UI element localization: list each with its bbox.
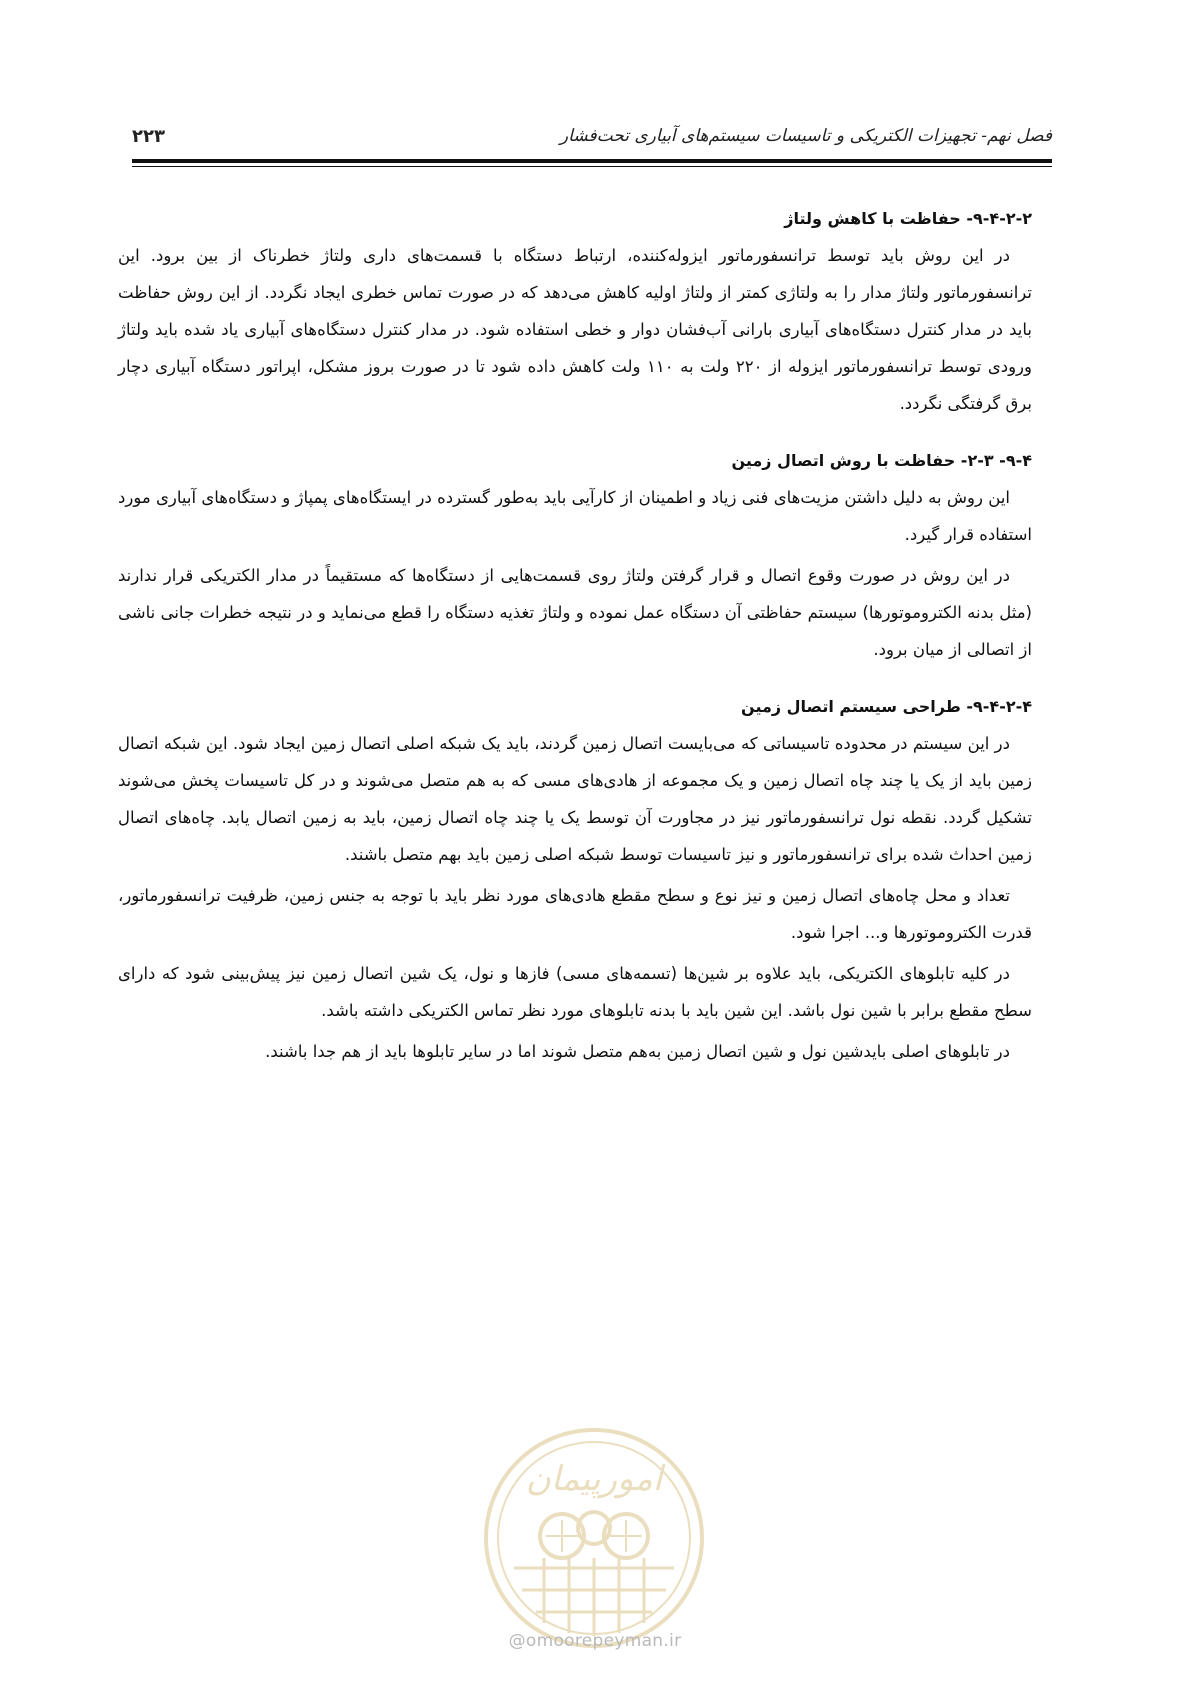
section-heading: ۹-۴- ۲-۳- حفاظت با روش اتصال زمین <box>731 451 1032 470</box>
body-text <box>118 200 1032 1070</box>
watermark-site: @omoorepeyman.ir <box>508 1631 682 1651</box>
svg-text:امورپیمان: امورپیمان <box>525 1459 663 1499</box>
paragraph: در کلیه تابلوهای الکتریکی، باید علاوه بر شین‌ها (تسمه‌های مسی) فازها و نول، یک شین اتصال زمین نیز پیش‌بینی شود که دارای سطح مقطع برابر با شین نول باشد. این شین باید با بدنه تابلوهای مورد نظر تماس الکتریکی داشته باشد. <box>118 964 1032 1020</box>
header-rule-thick <box>132 159 1052 163</box>
paragraph: در این روش باید توسط ترانسفورماتور ایزوله‌کننده، ارتباط دستگاه با قسمت‌های داری ولتاژ خطرناک از بین برود. این ترانسفورماتور ولتاژ مدار را به ولتاژی کمتر از ولتاژ اولیه کاهش می‌دهد که در صورت تماس خطری ایجاد نگردد. از این روش حفاظت باید در مدار کنترل دستگاه‌های آبیاری بارانی آب‌فشان دوار و خطی استفاده شود. در مدار کنترل دستگاه‌های آبیاری یاد شده باید ولتاژ ورودی توسط ترانسفورماتور ایزوله از ۲۲۰ ولت به ۱۱۰ ولت کاهش داده شود تا در صورت بروز مشکل، اپراتور دستگاه آبیاری دچار برق گرفتگی نگردد. <box>118 246 1032 413</box>
paragraph: در این سیستم در محدوده تاسیساتی که می‌بایست اتصال زمین گردند، باید یک شبکه اصلی اتصال زمین ایجاد شود. این شبکه اتصال زمین باید از یک یا چند چاه اتصال زمین و یک مجموعه از هادی‌های مسی که به هم متصل می‌شوند و در کل تاسیسات پخش می‌شوند تشکیل گردد. نقطه نول ترانسفورماتور نیز در مجاورت آن توسط یک یا چند چاه اتصال زمین، باید به زمین اتصال یابد. چاه‌های اتصال زمین احداث شده برای ترانسفورماتور و نیز تاسیسات توسط شبکه اصلی زمین باید بهم متصل باشند. <box>118 734 1032 864</box>
page-header <box>132 126 1052 152</box>
section-heading: ۹-۴-۲-۲- حفاظت با کاهش ولتاژ <box>784 209 1032 228</box>
section-heading: ۹-۴-۲-۴- طراحی سیستم اتصال زمین <box>741 697 1032 716</box>
header-rule-thin <box>132 166 1052 167</box>
paragraph: این روش به دلیل داشتن مزیت‌های فنی زیاد و اطمینان از کارآیی باید به‌طور گسترده در ایستگاه‌های پمپاژ و دستگاه‌های آبیاری مورد استفاده قرار گیرد. <box>118 488 1032 544</box>
paragraph: تعداد و محل چاه‌های اتصال زمین و نیز نوع و سطح مقطع هادی‌های مورد نظر باید با توجه به جنس زمین، ظرفیت ترانسفورماتور، قدرت الکتروموتورها و... اجرا شود. <box>118 886 1032 942</box>
running-title: فصل نهم- تجهیزات الکتریکی و تاسیسات سیستم‌های آبیاری تحت‌فشار <box>559 126 1052 146</box>
paragraph: در این روش در صورت وقوع اتصال و قرار گرفتن ولتاژ روی قسمت‌هایی از دستگاه‌ها که مستقیماً در مدار الکتریکی قرار ندارند (مثل بدنه الکتروموتورها) سیستم حفاظتی آن دستگاه عمل نموده و ولتاژ تغذیه دستگاه را قطع می‌نماید و در نتیجه خطرات جانی ناشی از اتصالی از میان برود. <box>118 566 1032 659</box>
page-number: ۲۲۳ <box>132 126 165 147</box>
paragraph: در تابلوهای اصلی بایدشین نول و شین اتصال زمین به‌هم متصل شوند اما در سایر تابلوها باید از هم جدا باشند. <box>265 1042 1010 1061</box>
seal-watermark-icon <box>474 1418 714 1658</box>
